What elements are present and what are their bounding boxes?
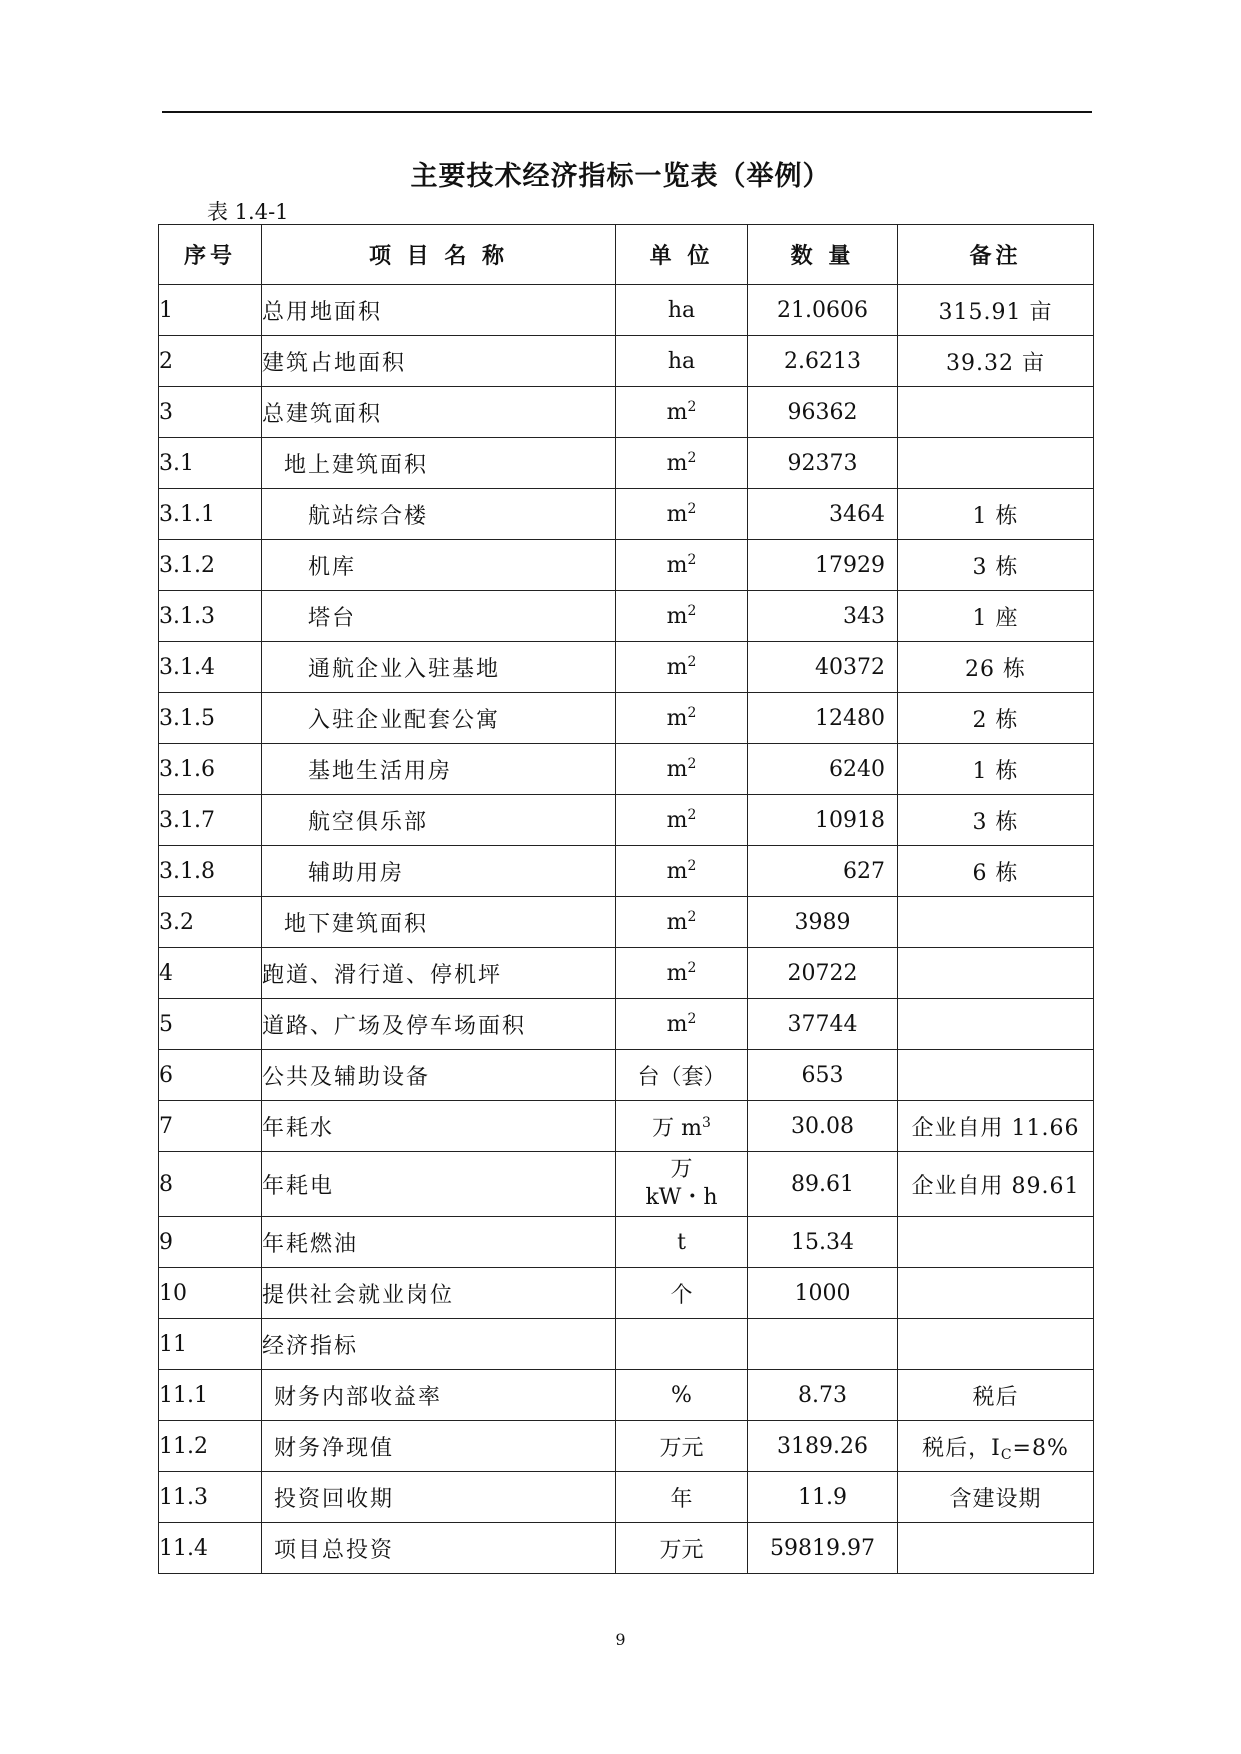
row-qty: 627 — [748, 846, 898, 897]
row-unit: % — [616, 1370, 748, 1421]
row-qty: 21.0606 — [748, 285, 898, 336]
table-row — [159, 693, 1094, 744]
row-name: 总用地面积 — [262, 285, 616, 336]
unit-exponent: 2 — [687, 500, 697, 517]
row-note: 39.32 亩 — [898, 336, 1094, 387]
row-name — [262, 438, 616, 489]
unit-base: m — [666, 501, 688, 527]
row-note: 企业自用 89.61 — [898, 1152, 1094, 1217]
row-unit — [616, 642, 748, 693]
row-unit — [616, 1101, 748, 1152]
row-no: 3.1 — [159, 438, 262, 489]
row-name: 总建筑面积 — [262, 387, 616, 438]
unit-base: m — [666, 450, 688, 476]
row-unit — [616, 897, 748, 948]
row-qty: 12480 — [748, 693, 898, 744]
unit-base: m — [666, 552, 688, 578]
table-row — [159, 1101, 1094, 1152]
row-no: 11 — [159, 1319, 262, 1370]
row-qty: 40372 — [748, 642, 898, 693]
row-note — [898, 387, 1094, 438]
unit-base: m — [666, 603, 688, 629]
col-header-name: 项 目 名 称 — [262, 225, 616, 285]
row-name — [262, 1472, 616, 1523]
row-note: 企业自用 11.66 — [898, 1101, 1094, 1152]
row-note: 税后 — [898, 1370, 1094, 1421]
row-name: 跑道、滑行道、停机坪 — [262, 948, 616, 999]
table-row — [159, 1050, 1094, 1101]
row-name-text: 地上建筑面积 — [284, 452, 429, 478]
unit-exponent: 2 — [687, 806, 697, 823]
row-unit — [616, 999, 748, 1050]
row-name-text: 财务内部收益率 — [274, 1384, 443, 1410]
row-unit: 台（套） — [616, 1050, 748, 1101]
unit-base: m — [666, 1011, 688, 1037]
row-note — [898, 1217, 1094, 1268]
row-note — [898, 438, 1094, 489]
row-name: 年耗电 — [262, 1152, 616, 1217]
row-note — [898, 1319, 1094, 1370]
row-no: 7 — [159, 1101, 262, 1152]
row-qty: 20722 — [748, 948, 898, 999]
row-unit — [616, 846, 748, 897]
header-rule — [162, 111, 1092, 113]
col-header-unit: 单 位 — [616, 225, 748, 285]
unit-base: m — [666, 807, 688, 833]
indicators-table — [158, 224, 1094, 1574]
row-name — [262, 1523, 616, 1574]
page-title: 主要技术经济指标一览表（举例） — [410, 161, 831, 192]
row-unit: t — [616, 1217, 748, 1268]
table-row — [159, 1217, 1094, 1268]
row-note: 2 栋 — [898, 693, 1094, 744]
row-note: 1 栋 — [898, 744, 1094, 795]
row-name — [262, 744, 616, 795]
row-name: 提供社会就业岗位 — [262, 1268, 616, 1319]
row-no: 2 — [159, 336, 262, 387]
row-qty — [748, 1319, 898, 1370]
row-qty: 3189.26 — [748, 1421, 898, 1472]
row-no: 11.2 — [159, 1421, 262, 1472]
row-no: 3.1.5 — [159, 693, 262, 744]
table-row — [159, 1268, 1094, 1319]
row-note — [898, 1523, 1094, 1574]
row-no: 1 — [159, 285, 262, 336]
row-unit: ha — [616, 336, 748, 387]
row-qty: 1000 — [748, 1268, 898, 1319]
row-name: 经济指标 — [262, 1319, 616, 1370]
row-name-text: 通航企业入驻基地 — [308, 656, 501, 682]
row-no: 11.4 — [159, 1523, 262, 1574]
row-note — [898, 897, 1094, 948]
unit-base: m — [666, 399, 688, 425]
unit-base: 万 m — [652, 1115, 702, 1141]
row-no: 8 — [159, 1152, 262, 1217]
row-qty: 653 — [748, 1050, 898, 1101]
unit-base: m — [666, 705, 688, 731]
row-qty: 8.73 — [748, 1370, 898, 1421]
table-row — [159, 1370, 1094, 1421]
col-header-no: 序号 — [159, 225, 262, 285]
row-note — [898, 1050, 1094, 1101]
row-unit: ha — [616, 285, 748, 336]
unit-exponent: 2 — [687, 551, 697, 568]
unit-base: m — [666, 858, 688, 884]
row-unit — [616, 693, 748, 744]
table-row — [159, 897, 1094, 948]
note-subscript: C — [1000, 1446, 1013, 1463]
row-unit — [616, 1319, 748, 1370]
row-note: 6 栋 — [898, 846, 1094, 897]
row-qty: 30.08 — [748, 1101, 898, 1152]
table-row — [159, 285, 1094, 336]
row-name: 道路、广场及停车场面积 — [262, 999, 616, 1050]
row-qty: 343 — [748, 591, 898, 642]
table-row — [159, 336, 1094, 387]
row-no: 11.1 — [159, 1370, 262, 1421]
row-qty: 15.34 — [748, 1217, 898, 1268]
row-name-text: 机库 — [308, 554, 357, 580]
row-unit — [616, 744, 748, 795]
note-suffix: =8% — [1012, 1435, 1069, 1461]
row-unit — [616, 540, 748, 591]
row-qty: 2.6213 — [748, 336, 898, 387]
row-unit — [616, 489, 748, 540]
unit-exponent: 2 — [687, 857, 697, 874]
table-row — [159, 999, 1094, 1050]
row-name — [262, 897, 616, 948]
table-row — [159, 1319, 1094, 1370]
row-note: 3 栋 — [898, 795, 1094, 846]
row-name-text: 航站综合楼 — [308, 503, 429, 529]
row-name-text: 辅助用房 — [308, 860, 405, 886]
row-name-text: 项目总投资 — [274, 1537, 395, 1563]
row-no: 3.2 — [159, 897, 262, 948]
row-qty: 6240 — [748, 744, 898, 795]
row-name-text: 财务净现值 — [274, 1435, 395, 1461]
row-no: 3.1.4 — [159, 642, 262, 693]
table-row — [159, 1152, 1094, 1217]
unit-exponent: 2 — [687, 959, 697, 976]
table-row — [159, 846, 1094, 897]
row-name: 建筑占地面积 — [262, 336, 616, 387]
row-name: 年耗燃油 — [262, 1217, 616, 1268]
row-unit — [616, 591, 748, 642]
row-no: 3.1.6 — [159, 744, 262, 795]
table-row — [159, 1472, 1094, 1523]
row-name — [262, 846, 616, 897]
row-no: 3.1.7 — [159, 795, 262, 846]
row-qty: 3464 — [748, 489, 898, 540]
row-qty: 92373 — [748, 438, 898, 489]
table-row — [159, 642, 1094, 693]
row-qty: 17929 — [748, 540, 898, 591]
row-unit: 万元 — [616, 1523, 748, 1574]
row-no: 6 — [159, 1050, 262, 1101]
table-row — [159, 795, 1094, 846]
row-name — [262, 693, 616, 744]
unit-exponent: 2 — [687, 908, 697, 925]
unit-exponent: 2 — [687, 398, 697, 415]
row-note: 1 栋 — [898, 489, 1094, 540]
row-qty: 10918 — [748, 795, 898, 846]
table-row — [159, 387, 1094, 438]
row-note — [898, 1268, 1094, 1319]
row-note — [898, 948, 1094, 999]
unit-line-1: 万 — [670, 1157, 693, 1182]
row-name-text: 投资回收期 — [274, 1486, 395, 1512]
row-note: 26 栋 — [898, 642, 1094, 693]
unit-exponent: 2 — [687, 602, 697, 619]
row-qty: 3989 — [748, 897, 898, 948]
row-unit — [616, 387, 748, 438]
row-unit — [616, 438, 748, 489]
row-name-text: 航空俱乐部 — [308, 809, 429, 835]
table-row — [159, 744, 1094, 795]
row-qty: 11.9 — [748, 1472, 898, 1523]
row-unit — [616, 948, 748, 999]
row-no: 3.1.3 — [159, 591, 262, 642]
unit-base: m — [666, 756, 688, 782]
row-name-text: 入驻企业配套公寓 — [308, 707, 501, 733]
table-number: 表 1.4-1 — [207, 200, 289, 224]
row-name-text: 塔台 — [308, 605, 357, 631]
row-note: 含建设期 — [898, 1472, 1094, 1523]
row-note — [898, 999, 1094, 1050]
row-no: 3.1.2 — [159, 540, 262, 591]
row-no: 10 — [159, 1268, 262, 1319]
row-note: 3 栋 — [898, 540, 1094, 591]
row-name — [262, 540, 616, 591]
header-row — [159, 225, 1094, 285]
row-unit — [616, 795, 748, 846]
col-header-qty: 数 量 — [748, 225, 898, 285]
row-name — [262, 489, 616, 540]
row-unit — [616, 1152, 748, 1217]
table-row — [159, 1523, 1094, 1574]
row-no: 3 — [159, 387, 262, 438]
page-number: 9 — [615, 1630, 626, 1649]
unit-line-2: kW・h — [645, 1185, 718, 1210]
row-no: 4 — [159, 948, 262, 999]
col-header-note: 备注 — [898, 225, 1094, 285]
row-no: 11.3 — [159, 1472, 262, 1523]
unit-base: m — [666, 960, 688, 986]
table-row — [159, 438, 1094, 489]
row-name — [262, 795, 616, 846]
row-no: 9 — [159, 1217, 262, 1268]
table-row — [159, 489, 1094, 540]
row-name — [262, 642, 616, 693]
row-name-text: 地下建筑面积 — [284, 911, 429, 937]
unit-base: m — [666, 654, 688, 680]
row-note — [898, 1421, 1094, 1472]
row-no: 3.1.1 — [159, 489, 262, 540]
row-note: 1 座 — [898, 591, 1094, 642]
row-name: 年耗水 — [262, 1101, 616, 1152]
row-unit: 个 — [616, 1268, 748, 1319]
table-row — [159, 1421, 1094, 1472]
row-qty: 37744 — [748, 999, 898, 1050]
row-qty: 89.61 — [748, 1152, 898, 1217]
unit-exponent: 2 — [687, 653, 697, 670]
unit-exponent: 2 — [687, 1010, 697, 1027]
unit-exponent: 2 — [687, 449, 697, 466]
unit-base: m — [666, 909, 688, 935]
unit-exponent: 2 — [687, 755, 697, 772]
row-name — [262, 591, 616, 642]
unit-exponent: 2 — [687, 704, 697, 721]
table-row — [159, 948, 1094, 999]
row-qty: 96362 — [748, 387, 898, 438]
row-unit: 年 — [616, 1472, 748, 1523]
row-name — [262, 1421, 616, 1472]
row-no: 5 — [159, 999, 262, 1050]
row-no: 3.1.8 — [159, 846, 262, 897]
table-row — [159, 540, 1094, 591]
row-note: 315.91 亩 — [898, 285, 1094, 336]
row-unit: 万元 — [616, 1421, 748, 1472]
row-name-text: 基地生活用房 — [308, 758, 453, 784]
row-name — [262, 1370, 616, 1421]
table-row — [159, 591, 1094, 642]
unit-exponent: 3 — [701, 1114, 711, 1131]
row-name: 公共及辅助设备 — [262, 1050, 616, 1101]
row-qty: 59819.97 — [748, 1523, 898, 1574]
note-prefix: 税后，I — [922, 1435, 1001, 1461]
